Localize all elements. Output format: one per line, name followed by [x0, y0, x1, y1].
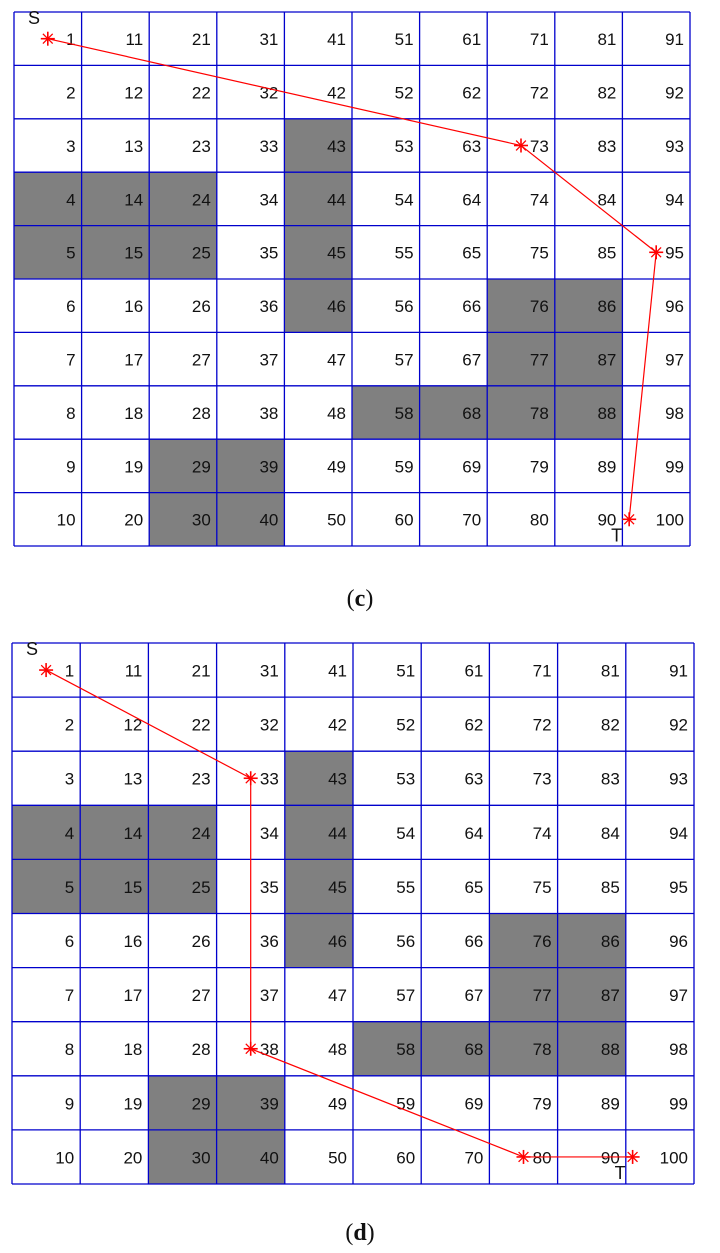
cell-number-12: 12	[123, 715, 143, 735]
cell-number-80: 80	[532, 1148, 552, 1168]
cell-number-46: 46	[327, 297, 346, 317]
cell-number-93: 93	[665, 136, 684, 156]
cell-number-15: 15	[124, 243, 144, 263]
cell-number-98: 98	[669, 1040, 688, 1060]
cell-number-82: 82	[597, 83, 617, 103]
cell-number-33: 33	[259, 769, 279, 789]
cell-number-99: 99	[669, 1094, 688, 1114]
cell-number-79: 79	[532, 1094, 552, 1114]
cell-number-78: 78	[529, 403, 549, 423]
cell-number-73: 73	[532, 769, 552, 789]
cell-number-20: 20	[124, 510, 144, 530]
cell-number-65: 65	[462, 243, 482, 263]
cell-number-35: 35	[259, 877, 279, 897]
caption-open-c: (	[346, 586, 355, 612]
cell-number-94: 94	[665, 190, 684, 210]
cell-number-51: 51	[394, 30, 414, 50]
cell-number-72: 72	[529, 83, 549, 103]
cell-number-94: 94	[669, 823, 688, 843]
path-node-marker-1	[41, 32, 55, 46]
start-label: S	[28, 8, 41, 28]
cell-number-92: 92	[665, 83, 684, 103]
cell-number-36: 36	[259, 297, 279, 317]
cell-number-11: 11	[125, 30, 144, 50]
cell-number-97: 97	[665, 350, 684, 370]
cell-number-37: 37	[259, 986, 279, 1006]
cell-number-7: 7	[64, 986, 75, 1006]
cell-number-53: 53	[396, 769, 416, 789]
caption-close-c: )	[365, 586, 374, 612]
cell-number-3: 3	[64, 769, 75, 789]
cell-number-57: 57	[394, 350, 414, 370]
cell-number-13: 13	[124, 136, 144, 156]
cell-number-96: 96	[665, 297, 684, 317]
cell-number-58: 58	[396, 1040, 416, 1060]
cell-number-96: 96	[669, 932, 688, 952]
cell-number-54: 54	[396, 823, 416, 843]
cell-number-80: 80	[529, 510, 549, 530]
cell-number-75: 75	[532, 877, 552, 897]
cell-number-36: 36	[259, 932, 279, 952]
cell-number-69: 69	[462, 457, 482, 477]
cell-number-44: 44	[328, 823, 347, 843]
cell-number-62: 62	[462, 83, 482, 103]
cell-number-82: 82	[600, 715, 620, 735]
cell-number-19: 19	[123, 1094, 143, 1114]
cell-number-86: 86	[600, 932, 620, 952]
path-node-marker-100	[626, 1150, 640, 1164]
cell-number-28: 28	[191, 403, 211, 423]
cell-number-18: 18	[123, 1040, 143, 1060]
cell-number-45: 45	[327, 243, 346, 263]
target-label: T	[614, 1162, 626, 1183]
cell-number-6: 6	[64, 932, 75, 952]
caption-open-d: (	[345, 1220, 354, 1246]
start-label: S	[26, 639, 39, 659]
cell-number-86: 86	[597, 297, 617, 317]
cell-number-98: 98	[665, 403, 684, 423]
cell-number-70: 70	[464, 1148, 484, 1168]
cell-number-73: 73	[529, 136, 549, 156]
cell-number-66: 66	[464, 932, 484, 952]
cell-number-33: 33	[259, 136, 279, 156]
cell-number-89: 89	[597, 457, 617, 477]
cell-number-76: 76	[529, 297, 549, 317]
cell-number-11: 11	[124, 661, 143, 681]
cell-number-18: 18	[124, 403, 144, 423]
cell-number-90: 90	[600, 1148, 620, 1168]
cell-number-24: 24	[191, 190, 211, 210]
caption-letter-c: c	[354, 586, 366, 612]
cell-number-67: 67	[464, 986, 484, 1006]
cell-number-79: 79	[529, 457, 549, 477]
cell-number-38: 38	[259, 1040, 279, 1060]
cell-number-19: 19	[124, 457, 144, 477]
cell-number-21: 21	[191, 661, 211, 681]
cell-number-85: 85	[600, 877, 620, 897]
cell-number-13: 13	[123, 769, 143, 789]
path-node-marker-95	[649, 245, 663, 259]
grid-panel-d	[12, 639, 694, 1184]
cell-number-78: 78	[532, 1040, 552, 1060]
cell-number-99: 99	[665, 457, 684, 477]
cell-number-63: 63	[464, 769, 484, 789]
cell-number-20: 20	[123, 1148, 143, 1168]
cell-number-9: 9	[64, 1094, 75, 1114]
cell-number-89: 89	[600, 1094, 620, 1114]
cell-number-81: 81	[597, 30, 617, 50]
cell-number-32: 32	[259, 715, 279, 735]
cell-number-5: 5	[66, 243, 76, 263]
cell-number-32: 32	[259, 83, 279, 103]
cell-number-77: 77	[532, 986, 552, 1006]
cell-number-55: 55	[396, 877, 416, 897]
cell-number-10: 10	[56, 510, 76, 530]
cell-number-95: 95	[665, 243, 684, 263]
cell-number-12: 12	[124, 83, 144, 103]
cell-number-52: 52	[396, 715, 416, 735]
cell-number-47: 47	[328, 986, 347, 1006]
cell-number-87: 87	[600, 986, 620, 1006]
cell-number-68: 68	[464, 1040, 484, 1060]
cell-number-39: 39	[259, 457, 279, 477]
cell-number-88: 88	[600, 1040, 620, 1060]
cell-number-70: 70	[462, 510, 482, 530]
cell-number-2: 2	[66, 83, 76, 103]
cell-number-39: 39	[259, 1094, 279, 1114]
cell-number-52: 52	[394, 83, 414, 103]
cell-number-46: 46	[328, 932, 347, 952]
cell-number-26: 26	[191, 297, 211, 317]
cell-number-40: 40	[259, 1148, 279, 1168]
cell-number-69: 69	[464, 1094, 484, 1114]
cell-number-47: 47	[327, 350, 346, 370]
cell-number-84: 84	[597, 190, 617, 210]
cell-number-97: 97	[669, 986, 688, 1006]
cell-number-41: 41	[327, 30, 346, 50]
cell-number-55: 55	[394, 243, 414, 263]
cell-number-44: 44	[327, 190, 346, 210]
grid-panel-c	[14, 8, 690, 546]
cell-number-31: 31	[259, 30, 279, 50]
cell-number-81: 81	[600, 661, 620, 681]
cell-number-59: 59	[394, 457, 414, 477]
cell-number-54: 54	[394, 190, 414, 210]
cell-number-22: 22	[191, 83, 211, 103]
cell-number-50: 50	[328, 1148, 347, 1168]
cell-number-71: 71	[532, 661, 552, 681]
cell-number-28: 28	[191, 1040, 211, 1060]
cell-number-58: 58	[394, 403, 414, 423]
path-node-marker-80	[517, 1150, 531, 1164]
cell-number-51: 51	[396, 661, 416, 681]
cell-number-43: 43	[327, 136, 346, 156]
cell-number-100: 100	[659, 1148, 688, 1168]
cell-number-56: 56	[394, 297, 414, 317]
cell-number-50: 50	[327, 510, 346, 530]
cell-number-66: 66	[462, 297, 482, 317]
cell-number-16: 16	[123, 932, 143, 952]
cell-number-74: 74	[532, 823, 552, 843]
cell-number-88: 88	[597, 403, 617, 423]
cell-number-49: 49	[328, 1094, 347, 1114]
cell-number-9: 9	[66, 457, 76, 477]
cell-number-87: 87	[597, 350, 617, 370]
cell-number-25: 25	[191, 243, 211, 263]
cell-number-29: 29	[191, 1094, 211, 1114]
path-node-marker-33	[244, 771, 258, 785]
cell-number-22: 22	[191, 715, 211, 735]
path-node-marker-38	[244, 1042, 258, 1056]
cell-number-48: 48	[328, 1040, 347, 1060]
cell-number-45: 45	[328, 877, 347, 897]
cell-number-57: 57	[396, 986, 416, 1006]
cell-number-29: 29	[191, 457, 211, 477]
cell-number-31: 31	[259, 661, 279, 681]
cell-number-8: 8	[66, 403, 76, 423]
cell-number-62: 62	[464, 715, 484, 735]
cell-number-7: 7	[66, 350, 76, 370]
cell-number-17: 17	[123, 986, 143, 1006]
cell-number-14: 14	[123, 823, 143, 843]
cell-number-76: 76	[532, 932, 552, 952]
cell-number-27: 27	[191, 986, 211, 1006]
cell-number-60: 60	[394, 510, 414, 530]
cell-number-56: 56	[396, 932, 416, 952]
cell-number-85: 85	[597, 243, 617, 263]
cell-number-23: 23	[191, 136, 211, 156]
cell-number-42: 42	[328, 715, 347, 735]
cell-number-42: 42	[327, 83, 346, 103]
cell-number-72: 72	[532, 715, 552, 735]
cell-number-34: 34	[259, 823, 279, 843]
cell-number-21: 21	[191, 30, 211, 50]
cell-number-61: 61	[464, 661, 484, 681]
caption-close-d: )	[366, 1220, 375, 1246]
cell-number-49: 49	[327, 457, 346, 477]
cell-number-68: 68	[462, 403, 482, 423]
cell-number-90: 90	[597, 510, 617, 530]
cell-number-23: 23	[191, 769, 211, 789]
cell-number-4: 4	[64, 823, 75, 843]
cell-number-34: 34	[259, 190, 279, 210]
cell-number-63: 63	[462, 136, 482, 156]
cell-number-35: 35	[259, 243, 279, 263]
cell-number-5: 5	[64, 877, 75, 897]
cell-number-53: 53	[394, 136, 414, 156]
cell-number-3: 3	[66, 136, 76, 156]
cell-number-83: 83	[600, 769, 620, 789]
cell-number-65: 65	[464, 877, 484, 897]
cell-number-15: 15	[123, 877, 143, 897]
cell-number-40: 40	[259, 510, 279, 530]
cell-number-74: 74	[529, 190, 549, 210]
cell-number-37: 37	[259, 350, 279, 370]
cell-number-24: 24	[191, 823, 211, 843]
cell-number-64: 64	[464, 823, 484, 843]
cell-number-14: 14	[124, 190, 144, 210]
path-node-marker-1	[39, 663, 53, 677]
path-node-marker-73	[514, 139, 528, 153]
cell-number-84: 84	[600, 823, 620, 843]
target-label: T	[611, 525, 623, 546]
cell-number-2: 2	[64, 715, 75, 735]
cell-number-91: 91	[669, 661, 688, 681]
cell-number-10: 10	[55, 1148, 75, 1168]
cell-number-38: 38	[259, 403, 279, 423]
cell-number-91: 91	[665, 30, 684, 50]
cell-number-30: 30	[191, 510, 211, 530]
cell-number-1: 1	[64, 661, 75, 681]
cell-number-27: 27	[191, 350, 211, 370]
cell-number-95: 95	[669, 877, 688, 897]
cell-number-61: 61	[462, 30, 482, 50]
cell-number-41: 41	[328, 661, 347, 681]
cell-number-4: 4	[66, 190, 76, 210]
caption-d	[0, 1220, 720, 1247]
cell-number-60: 60	[396, 1148, 416, 1168]
cell-number-17: 17	[124, 350, 144, 370]
cell-number-30: 30	[191, 1148, 211, 1168]
cell-number-6: 6	[66, 297, 76, 317]
cell-number-64: 64	[462, 190, 482, 210]
cell-number-26: 26	[191, 932, 211, 952]
cell-number-75: 75	[529, 243, 549, 263]
cell-number-25: 25	[191, 877, 211, 897]
cell-number-77: 77	[529, 350, 549, 370]
cell-number-43: 43	[328, 769, 347, 789]
cell-number-100: 100	[655, 510, 684, 530]
cell-number-1: 1	[66, 30, 76, 50]
cell-number-48: 48	[327, 403, 346, 423]
path-node-marker-100	[622, 512, 636, 526]
cell-number-8: 8	[64, 1040, 75, 1060]
cell-number-71: 71	[529, 30, 549, 50]
cell-number-93: 93	[669, 769, 688, 789]
cell-number-67: 67	[462, 350, 482, 370]
cell-number-59: 59	[396, 1094, 416, 1114]
cell-number-83: 83	[597, 136, 617, 156]
cell-number-16: 16	[124, 297, 144, 317]
caption-c	[0, 586, 720, 613]
caption-letter-d: d	[353, 1220, 367, 1246]
cell-number-92: 92	[669, 715, 688, 735]
